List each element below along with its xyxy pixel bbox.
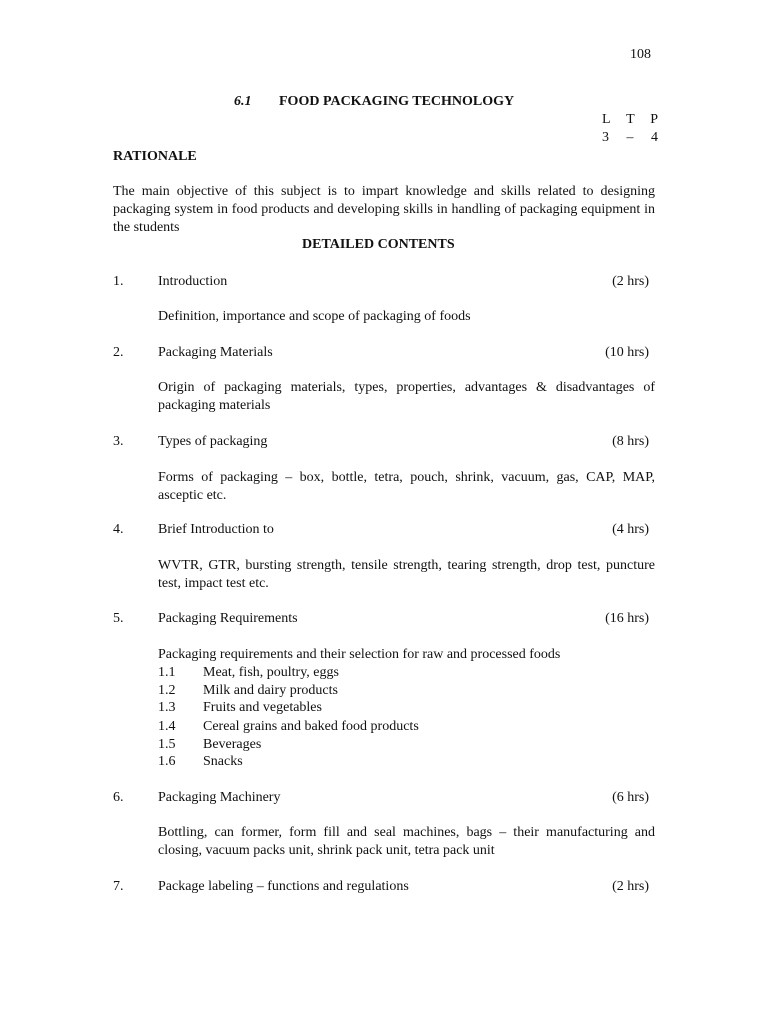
course-title: FOOD PACKAGING TECHNOLOGY: [279, 94, 515, 109]
section-description: Origin of packaging materials, types, properties, advantages & disadvantages of packaging materials: [158, 380, 655, 413]
section-hours: (2 hrs): [612, 879, 649, 894]
subitem-label: Milk and dairy products: [203, 683, 338, 698]
subitem-label: Fruits and vegetables: [203, 700, 322, 715]
section-title: Introduction: [158, 274, 228, 289]
rationale-heading: RATIONALE: [113, 149, 197, 164]
section-hours: (10 hrs): [605, 345, 649, 360]
ltp-value-l: 3: [602, 130, 609, 145]
section-number: 6.: [113, 790, 124, 805]
section-description: Forms of packaging – box, bottle, tetra, pouch, shrink, vacuum, gas, CAP, MAP, asceptic etc.: [158, 470, 655, 503]
section-description: WVTR, GTR, bursting strength, tensile strength, tearing strength, drop test, puncture test, impact test etc.: [158, 558, 655, 591]
section-number: 1.: [113, 274, 124, 289]
section-hours: (2 hrs): [612, 274, 649, 289]
section-number: 4.: [113, 522, 124, 537]
subitem-number: 1.6: [158, 754, 176, 769]
section-title: Brief Introduction to: [158, 522, 274, 537]
ltp-value-t: –: [626, 130, 634, 145]
rationale-text: The main objective of this subject is to impart knowledge and skills related to designing packaging system in food products and developing skills in handling of packaging equipment in the students: [113, 184, 655, 235]
course-number: 6.1: [234, 94, 252, 109]
section-description: Bottling, can former, form fill and seal machines, bags – their manufacturing and closing, vacuum packs unit, shrink pack unit, tetra pack unit: [158, 825, 655, 858]
ltp-label-p: P: [650, 112, 658, 127]
section-title: Package labeling – functions and regulations: [158, 879, 409, 894]
section-hours: (6 hrs): [612, 790, 649, 805]
ltp-label-t: T: [626, 112, 635, 127]
section-hours: (8 hrs): [612, 434, 649, 449]
subitem-number: 1.1: [158, 665, 176, 680]
subitem-label: Beverages: [203, 737, 262, 752]
detailed-contents-heading: DETAILED CONTENTS: [302, 237, 455, 252]
subitem-label: Snacks: [203, 754, 243, 769]
section-title: Types of packaging: [158, 434, 268, 449]
ltp-labels: [602, 111, 658, 129]
section-description: Packaging requirements and their selection for raw and processed foods: [158, 647, 561, 662]
section-number: 2.: [113, 345, 124, 360]
subitem-number: 1.5: [158, 737, 176, 752]
subitem-label: Cereal grains and baked food products: [203, 719, 419, 734]
ltp-label-l: L: [602, 112, 611, 127]
section-description: Definition, importance and scope of packaging of foods: [158, 309, 471, 324]
section-number: 3.: [113, 434, 124, 449]
page-number: 108: [630, 47, 651, 62]
ltp-values: [602, 129, 658, 147]
ltp-value-p: 4: [651, 130, 658, 145]
section-hours: (4 hrs): [612, 522, 649, 537]
subitem-label: Meat, fish, poultry, eggs: [203, 665, 339, 680]
section-title: Packaging Machinery: [158, 790, 281, 805]
section-title: Packaging Requirements: [158, 611, 298, 626]
section-title: Packaging Materials: [158, 345, 273, 360]
section-number: 7.: [113, 879, 124, 894]
section-hours: (16 hrs): [605, 611, 649, 626]
subitem-number: 1.4: [158, 719, 176, 734]
section-number: 5.: [113, 611, 124, 626]
subitem-number: 1.2: [158, 683, 176, 698]
subitem-number: 1.3: [158, 700, 176, 715]
